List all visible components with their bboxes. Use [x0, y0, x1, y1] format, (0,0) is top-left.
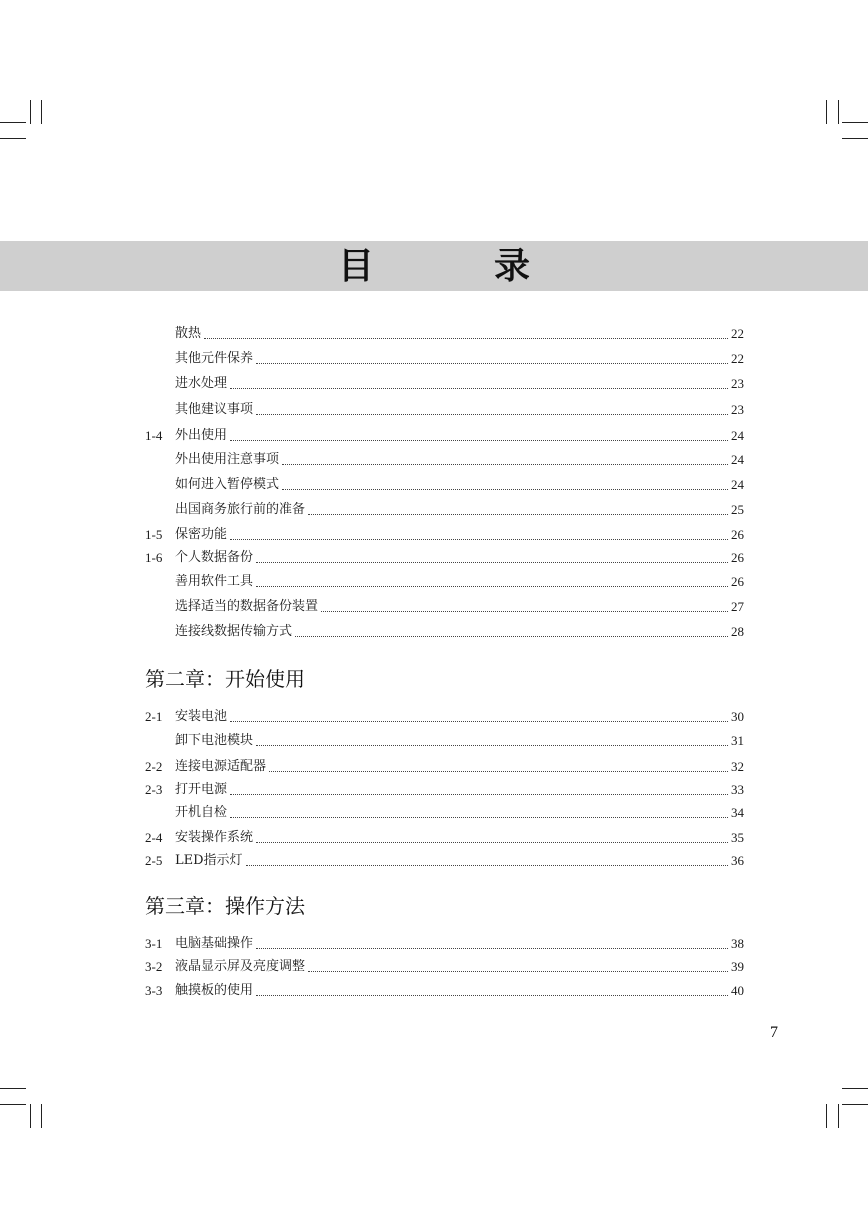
toc-entry-page: 23 [731, 402, 744, 417]
toc-leader-dots [230, 816, 728, 818]
toc-leader-dots [295, 635, 728, 637]
toc-entry-label: 安装操作系统 [175, 830, 254, 845]
chapter-3-heading: 第三章：操作方法 [145, 894, 305, 918]
toc-leader-dots [256, 362, 728, 364]
toc-leader-dots [256, 561, 728, 563]
toc-entry-label: 保密功能 [175, 527, 228, 542]
toc-entry[interactable] [145, 595, 744, 615]
toc-entry-label: 连接电源适配器 [175, 759, 267, 774]
toc-entry-label: 个人数据备份 [175, 550, 254, 565]
toc-entry-page: 24 [731, 452, 744, 467]
toc-entry-number: 2-4 [145, 830, 163, 845]
toc-entry[interactable] [145, 347, 744, 367]
toc-entry-label: 外出使用 [175, 428, 228, 443]
toc-leader-dots [246, 864, 728, 866]
toc-entry[interactable] [145, 322, 744, 342]
toc-entry-label: 打开电源 [175, 782, 228, 797]
toc-entry-label: 散热 [175, 326, 202, 341]
toc-entry[interactable] [145, 778, 744, 798]
toc-entry[interactable] [145, 755, 744, 775]
toc-entry[interactable] [145, 523, 744, 543]
toc-entry[interactable] [145, 826, 744, 846]
toc-entry[interactable] [145, 448, 744, 468]
toc-entry-label: 出国商务旅行前的准备 [175, 502, 306, 517]
toc-entry-number: 2-5 [145, 853, 163, 868]
toc-entry-label: 电脑基础操作 [175, 936, 254, 951]
toc-entry-page: 26 [731, 550, 744, 565]
toc-entry-page: 36 [731, 853, 744, 868]
toc-entry[interactable] [145, 620, 744, 640]
toc-entry-page: 26 [731, 574, 744, 589]
toc-entry[interactable] [145, 729, 744, 749]
toc-entry-page: 28 [731, 624, 744, 639]
toc-entry-label: 外出使用注意事项 [175, 452, 280, 467]
toc-entry-number: 3-1 [145, 936, 163, 951]
toc-leader-dots [230, 439, 728, 441]
toc-leader-dots [230, 538, 728, 540]
toc-leader-dots [204, 337, 728, 339]
page-title: 目 录 [337, 245, 572, 287]
toc-entry-label: 进水处理 [175, 376, 228, 391]
toc-entry[interactable] [145, 546, 744, 566]
toc-entry-page: 27 [731, 599, 744, 614]
toc-leader-dots [308, 970, 728, 972]
chapter-2-heading: 第二章：开始使用 [145, 667, 305, 691]
toc-entry-label: 液晶显示屏及亮度调整 [175, 959, 306, 974]
toc-leader-dots [256, 994, 728, 996]
toc-leader-dots [230, 387, 728, 389]
toc-entry-page: 33 [731, 782, 744, 797]
page-number: 7 [770, 1024, 778, 1041]
toc-entry[interactable] [145, 473, 744, 493]
toc-entry-page: 38 [731, 936, 744, 951]
toc-entry-page: 24 [731, 477, 744, 492]
toc-entry-label: 安装电池 [175, 709, 228, 724]
toc-entry[interactable] [145, 570, 744, 590]
toc-entry-page: 39 [731, 959, 744, 974]
toc-entry-label: 触摸板的使用 [175, 983, 254, 998]
toc-entry[interactable] [145, 979, 744, 999]
toc-entry-page: 35 [731, 830, 744, 845]
toc-leader-dots [256, 947, 728, 949]
toc-entry-label: 卸下电池模块 [175, 733, 254, 748]
toc-entry-page: 34 [731, 805, 744, 820]
toc-entry-label: 其他元件保养 [175, 351, 254, 366]
toc-leader-dots [256, 585, 728, 587]
toc-leader-dots [269, 770, 728, 772]
toc-entry[interactable] [145, 705, 744, 725]
toc-leader-dots [256, 841, 728, 843]
toc-entry-label: LED指示灯 [175, 853, 243, 868]
toc-leader-dots [321, 610, 728, 612]
toc-entry-page: 32 [731, 759, 744, 774]
toc-entry-number: 2-2 [145, 759, 163, 774]
toc-entry-label: 如何进入暂停模式 [175, 477, 280, 492]
toc-entry-page: 24 [731, 428, 744, 443]
toc-entry-label: 选择适当的数据备份装置 [175, 599, 319, 614]
toc-leader-dots [230, 793, 728, 795]
toc-entry[interactable] [145, 932, 744, 952]
toc-entry[interactable] [145, 849, 744, 869]
toc-leader-dots [282, 488, 728, 490]
toc-leader-dots [308, 513, 728, 515]
toc-entry[interactable] [145, 955, 744, 975]
toc-leader-dots [282, 463, 728, 465]
toc-entry-page: 23 [731, 376, 744, 391]
toc-entry-page: 40 [731, 983, 744, 998]
toc-entry-page: 22 [731, 326, 744, 341]
toc-entry[interactable] [145, 498, 744, 518]
toc-entry-number: 3-2 [145, 959, 163, 974]
toc-entry-number: 1-6 [145, 550, 163, 565]
toc-entry-number: 3-3 [145, 983, 163, 998]
toc-entry-page: 30 [731, 709, 744, 724]
toc-entry-number: 1-4 [145, 428, 163, 443]
toc-leader-dots [230, 720, 728, 722]
toc-entry-number: 2-1 [145, 709, 163, 724]
toc-entry-label: 连接线数据传输方式 [175, 624, 293, 639]
toc-entry-page: 22 [731, 351, 744, 366]
toc-entry-page: 31 [731, 733, 744, 748]
toc-entry[interactable] [145, 801, 744, 821]
toc-entry[interactable] [145, 398, 744, 418]
toc-entry-label: 开机自检 [175, 805, 228, 820]
toc-entry-page: 25 [731, 502, 744, 517]
toc-entry[interactable] [145, 372, 744, 392]
toc-entry-label: 其他建议事项 [175, 402, 254, 417]
toc-entry-label: 善用软件工具 [175, 574, 254, 589]
toc-entry-number: 1-5 [145, 527, 163, 542]
toc-entry[interactable] [145, 424, 744, 444]
toc-entry-number: 2-3 [145, 782, 163, 797]
toc-leader-dots [256, 744, 728, 746]
toc-entry-page: 26 [731, 527, 744, 542]
toc-leader-dots [256, 413, 728, 415]
